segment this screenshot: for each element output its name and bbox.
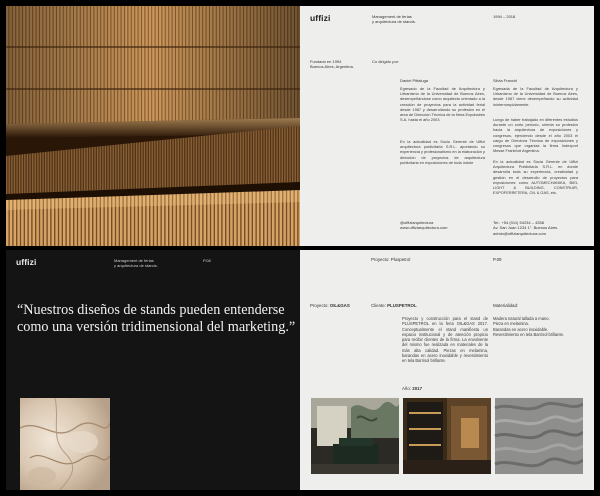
project-value: OIL&GAS [329,303,350,308]
logo: uffizi [16,257,37,267]
logo: uffizi [310,13,331,23]
client-value: PLUSPETROL [387,303,417,308]
material-texture-photo [495,398,583,474]
phone: Tel.: +54 (011) 54234 – 4358 [493,220,544,225]
about-page [300,6,594,246]
project-label: Proyecto: [310,303,329,308]
year-value: 2017 [412,386,423,391]
website-link[interactable]: www.uffiziarquitectura.com [400,225,448,231]
materials-list: Madera natural tallada a mano. Pieza en melamina. Barandas en acero inoxidable. Revestimiento en tela Barrisol brillante. [493,316,564,337]
year-field [402,386,422,392]
materiality-label: Materialidad: [493,303,519,308]
interior-photo-1 [311,398,399,474]
tagline-line-2: y arquitectura de stands. [372,19,416,25]
page-number: P.09 [493,257,502,262]
email-link[interactable]: admin@uffiziarquitectura.com [493,230,546,236]
marketing-quote: “Nuestros diseños de stands pueden entenderse como una versión tridimensional del marketing.” [17,302,296,335]
years-range: 1994 – 2018 [493,14,516,19]
marble-texture-image [20,398,110,490]
tagline-line-1: Management de ferias [114,258,154,263]
address: Av. San Juan 1234 1°. Buenos Aires. [493,225,559,231]
person1-bio-2: En la actualidad es Socio Gerente de Uffizi arquitectura publicitaria S.R.L. aportando su experiencia y profesionalismo en la elaboración y dirección de proyectos de arquitectura publicitaria en exposiciones de toda índole [400,139,485,165]
social-handle[interactable]: @uffiziarquitectura [400,220,434,225]
person1-bio-1: Egresado de la Facultad de Arquitectura y Urbanismo de la Universidad de Buenos Aires, desempeñándose como arquitecto orientado a la creación de proyectos para la actividad ferial desde 1987 y desarrollando su profesión en el área de Dirección Técnica de la firma Expobaires S.A. hasta el año 2003. [400,86,485,123]
quote-page [6,250,300,490]
wood-slats-image [6,6,300,246]
page-number: P.08 [203,258,211,263]
person2-bio-2: Luego de haber trabajado en diferentes estudios durante un corto período, orienta su profesión hacia la arquitectura de exposiciones y congresos, ejerciendo desde el año 2003 el cargo de Directora Técnica de exposiciones y congresos que organiza la firma Indexport Messe Frankfurt Argentina. [493,117,578,154]
person2-bio-3: En la actualidad es Socia Gerente de Uffizi Arquitectura Publicitaria S.R.L. en donde desarrolla toda su experiencia, creatividad y gestión en el desarrollo de proyectos para exposiciones como AUTOMECHANIKA, BIEL LIGHT & BUILDING, CONSTRUIR, EXPOFERRETERA, OIL & GAS, etc. [493,159,578,196]
client-field [371,303,417,309]
person2-name: Silvia Franchi [493,78,518,83]
project-header: Proyecto: Pluspetrol [371,257,411,262]
client-label: Cliente: [371,303,386,308]
project-photo-strip [311,398,583,474]
person2-bio-1: Egresada de la Facultad de Arquitectura y Urbanismo de la Universidad de Buenos Aires, desde 1987 viene desempeñando su actividad ininterrumpidamente. [493,86,578,107]
wood-interior-photo [6,6,300,246]
tagline-line-1: Management de ferias [372,14,412,19]
marble-photo [20,398,110,490]
person1-name: Daniel Pittaluga [400,78,429,83]
tagline-line-2: y arquitectura de stands. [114,263,158,269]
founded-line-1: Fundado en 1994 [310,59,342,64]
project-field [310,303,350,309]
year-label: Año: [402,386,412,391]
project-description: Proyecto y construcción para el stand de PLUSPETROL en la feria OIL&GAS 2017. Conceptualmente el stand manifiesta un espacio institucional y de atención propicio para recibir clientes de la firma. La envolvente del mismo fue realizada en materiales de la más alta calidad. Piezas en melamina, barandas en acero inoxidable y revestimiento en tela Barrisol brillante. [402,316,488,364]
founded-line-2: Buenos Aires, Argentina. [310,64,354,70]
interior-photo-2 [403,398,491,474]
project-page [300,250,594,490]
directed-by: Co dirigido por: [372,59,400,64]
